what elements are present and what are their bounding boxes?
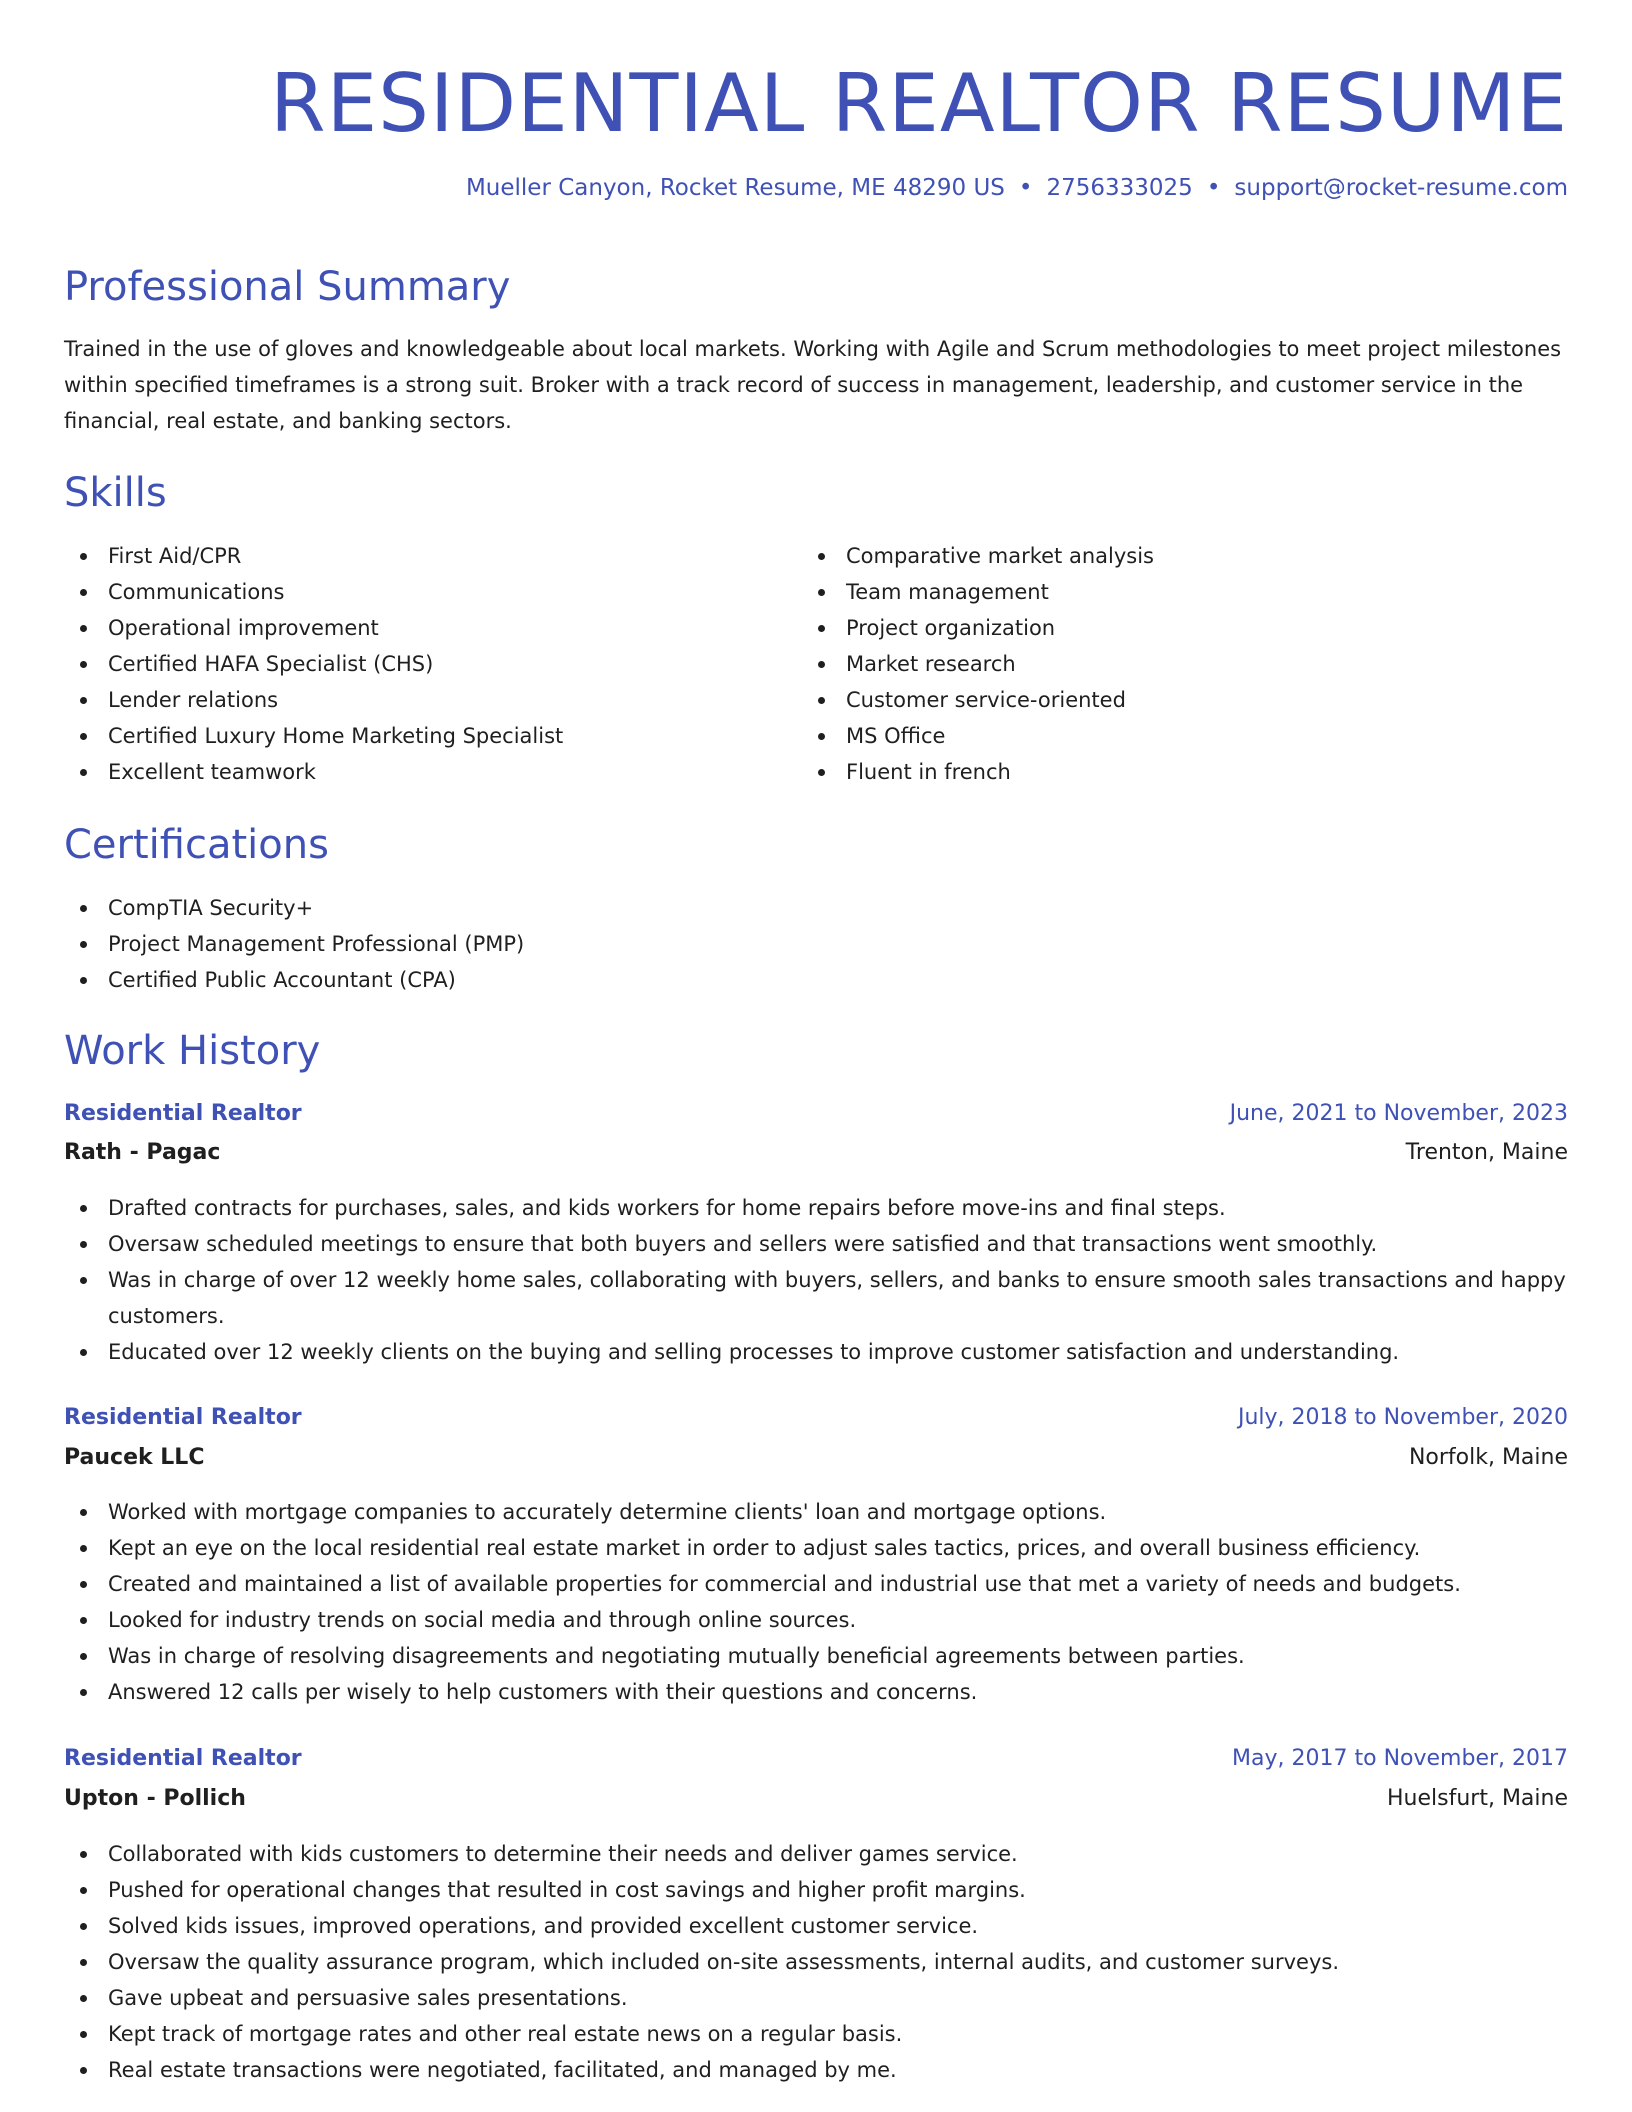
skill-item: MS Office: [802, 718, 1562, 754]
certification-item: CompTIA Security+: [64, 890, 1568, 926]
job-bullet: Oversaw scheduled meetings to ensure that both buyers and sellers were satisfied and that transactions went smoothly.: [64, 1226, 1568, 1262]
job-company: Upton - Pollich: [64, 1786, 246, 1811]
job-company: Rath - Pagac: [64, 1140, 221, 1165]
job-location: Norfolk, Maine: [1408, 1445, 1568, 1470]
job-bullet: Answered 12 calls per wisely to help customers with their questions and concerns.: [64, 1674, 1568, 1710]
job-bullet: Looked for industry trends on social media and through online sources.: [64, 1602, 1568, 1638]
work-history-heading: Work History: [64, 1028, 321, 1074]
job-location: Huelsfurt, Maine: [1387, 1786, 1568, 1811]
contact-line: [466, 172, 1568, 204]
job-bullet: Real estate transactions were negotiated, facilitated, and managed by me.: [64, 2052, 1568, 2088]
skill-item: Customer service-oriented: [802, 682, 1562, 718]
job-dates: June, 2021 to November, 2023: [1229, 1101, 1568, 1126]
job-title: Residential Realtor: [64, 1746, 302, 1771]
skill-item: Excellent teamwork: [64, 754, 764, 790]
job-bullets: [64, 1494, 1568, 1710]
job-bullet: Kept track of mortgage rates and other real estate news on a regular basis.: [64, 2016, 1568, 2052]
job-title: Residential Realtor: [64, 1405, 302, 1430]
job-company: Paucek LLC: [64, 1445, 205, 1470]
job-bullets: [64, 1836, 1568, 2088]
summary-heading: Professional Summary: [64, 264, 511, 310]
skill-item: Communications: [64, 574, 764, 610]
certifications-list: [64, 890, 1568, 998]
skill-item: Team management: [802, 574, 1562, 610]
job-dates: May, 2017 to November, 2017: [1232, 1746, 1568, 1771]
contact-separator: •: [1206, 175, 1221, 201]
contact-phone[interactable]: 2756333025: [1046, 175, 1193, 201]
skill-item: Certified HAFA Specialist (CHS): [64, 646, 764, 682]
skill-item: Market research: [802, 646, 1562, 682]
resume-title: RESIDENTIAL REALTOR RESUME: [270, 57, 1568, 150]
job-bullet: Was in charge of resolving disagreements and negotiating mutually beneficial agreements between parties.: [64, 1638, 1568, 1674]
job-bullet: Gave upbeat and persuasive sales presentations.: [64, 1980, 1568, 2016]
skill-item: Certified Luxury Home Marketing Specialist: [64, 718, 764, 754]
contact-email[interactable]: support@rocket-resume.com: [1234, 175, 1568, 201]
skill-item: First Aid/CPR: [64, 538, 764, 574]
job-bullet: Created and maintained a list of available properties for commercial and industrial use that met a variety of needs and budgets.: [64, 1566, 1568, 1602]
job-bullet: Pushed for operational changes that resulted in cost savings and higher profit margins.: [64, 1872, 1568, 1908]
skill-item: Project organization: [802, 610, 1562, 646]
job-bullet: Educated over 12 weekly clients on the buying and selling processes to improve customer satisfaction and understanding.: [64, 1334, 1568, 1370]
job-bullet: Kept an eye on the local residential real estate market in order to adjust sales tactics, prices, and overall business efficiency.: [64, 1530, 1568, 1566]
job-bullet: Collaborated with kids customers to determine their needs and deliver games service.: [64, 1836, 1568, 1872]
job-bullet: Worked with mortgage companies to accurately determine clients' loan and mortgage options.: [64, 1494, 1568, 1530]
job-bullet: Oversaw the quality assurance program, which included on-site assessments, internal audits, and customer surveys.: [64, 1944, 1568, 1980]
summary-text: Trained in the use of gloves and knowledgeable about local markets. Working with Agile and Scrum methodologies to meet project milestones within specified timeframes is a strong suit. Broker with a track record of success in management, leadership, and customer service in the financial, real estate, and banking sectors.: [64, 337, 1562, 433]
job-bullet: Drafted contracts for purchases, sales, and kids workers for home repairs before move-ins and final steps.: [64, 1190, 1568, 1226]
contact-separator: •: [1018, 175, 1033, 201]
skills-heading: Skills: [64, 470, 167, 516]
skill-item: Lender relations: [64, 682, 764, 718]
skill-item: Comparative market analysis: [802, 538, 1562, 574]
job-location: Trenton, Maine: [1405, 1140, 1568, 1165]
skill-item: Operational improvement: [64, 610, 764, 646]
job-dates: July, 2018 to November, 2020: [1237, 1405, 1568, 1430]
job-bullet: Solved kids issues, improved operations, and provided excellent customer service.: [64, 1908, 1568, 1944]
job-bullet: Was in charge of over 12 weekly home sales, collaborating with buyers, sellers, and banks to ensure smooth sales transactions and happy customers.: [64, 1262, 1568, 1334]
job-title: Residential Realtor: [64, 1101, 302, 1126]
certifications-heading: Certifications: [64, 822, 329, 868]
skill-item: Fluent in french: [802, 754, 1562, 790]
skills-list-right: [802, 538, 1562, 790]
certification-item: Project Management Professional (PMP): [64, 926, 1568, 962]
skills-list-left: [64, 538, 764, 790]
contact-address: Mueller Canyon, Rocket Resume, ME 48290 US: [465, 175, 1005, 201]
job-bullets: [64, 1190, 1568, 1370]
certification-item: Certified Public Accountant (CPA): [64, 962, 1568, 998]
